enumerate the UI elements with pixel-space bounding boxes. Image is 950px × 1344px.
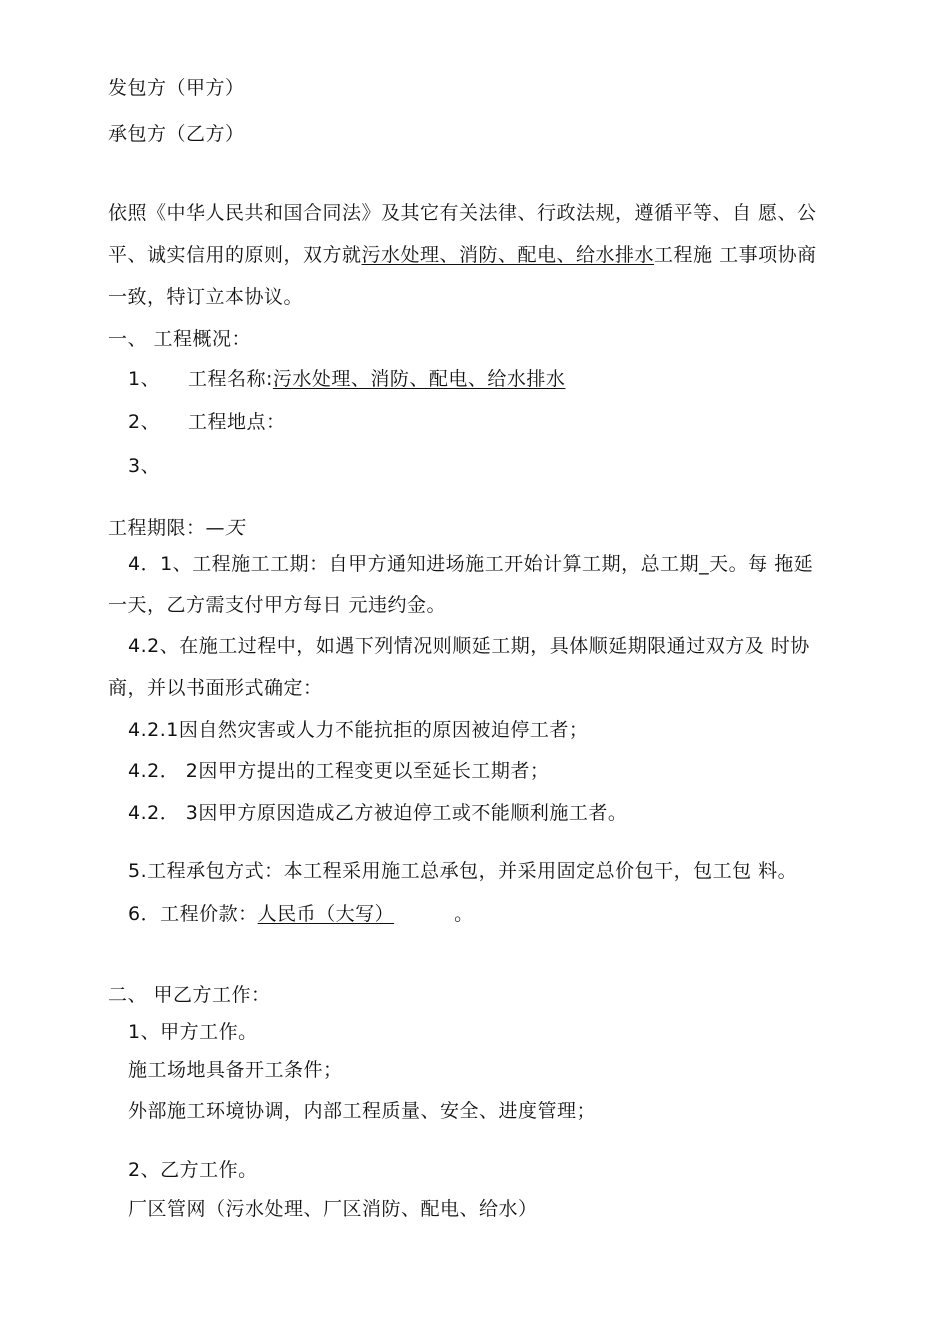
clause-4-2-line-2: 商，并以书面形式确定： xyxy=(108,677,323,699)
section-1-heading: 一、 工程概况： xyxy=(108,328,252,350)
party-a-duties-title: 1、甲方工作。 xyxy=(128,1021,258,1043)
project-name-row xyxy=(188,366,565,392)
clause-4-1-line-2: 一天，乙方需支付甲方每日 元违约金。 xyxy=(108,594,447,616)
item-2-number: 2、 xyxy=(128,411,161,433)
clause-4-2-3: 4.2． 3因甲方原因造成乙方被迫停工或不能顺利施工者。 xyxy=(128,802,628,824)
contract-price-end: 。 xyxy=(454,903,474,925)
clause-4-2-2: 4.2． 2因甲方提出的工程变更以至延长工期者； xyxy=(128,760,550,782)
section-2-heading: 二、 甲乙方工作： xyxy=(108,984,271,1006)
project-period-value: —天 xyxy=(205,517,245,539)
project-name-value: 污水处理、消防、配电、给水排水 xyxy=(272,368,566,390)
item-3-number: 3、 xyxy=(128,455,161,477)
project-period-row xyxy=(108,515,245,541)
clause-4-1-line-1: 4．1、工程施工工期：自甲方通知进场施工开始计算工期，总工期_天。每 拖延 xyxy=(128,553,814,575)
contract-price-label: 6．工程价款： xyxy=(128,903,258,925)
project-name-label: 工程名称: xyxy=(188,368,273,390)
intro-line-2-pre: 平、诚实信用的原则，双方就 xyxy=(108,244,362,266)
party-a-duty-1: 施工场地具备开工条件； xyxy=(128,1059,343,1081)
party-a-label: 发包方（甲方） xyxy=(108,77,245,99)
party-b-label: 承包方（乙方） xyxy=(108,123,245,145)
party-a-duty-2: 外部施工环境协调，内部工程质量、安全、进度管理； xyxy=(128,1100,597,1122)
intro-line-1: 依照《中华人民共和国合同法》及其它有关法律、行政法规，遵循平等、自 愿、公 xyxy=(108,202,817,224)
clause-4-2-1: 4.2.1因自然灾害或人力不能抗拒的原因被迫停工者； xyxy=(128,719,589,741)
project-period-label: 工程期限： xyxy=(108,517,206,539)
intro-line-2-post: 工程施 工事项协商 xyxy=(654,244,817,266)
clause-6-row xyxy=(128,901,474,927)
intro-line-3: 一致，特订立本协议。 xyxy=(108,286,304,308)
contract-price-value: 人民币（大写） xyxy=(257,903,395,925)
clause-5: 5.工程承包方式：本工程采用施工总承包，并采用固定总价包干，包工包 料。 xyxy=(128,860,798,882)
party-b-duties-title: 2、乙方工作。 xyxy=(128,1159,258,1181)
intro-line-2 xyxy=(108,242,817,268)
clause-4-2-line-1: 4.2、在施工过程中，如遇下列情况则顺延工期，具体顺延期限通过双方及 时协 xyxy=(128,635,810,657)
item-1-number: 1、 xyxy=(128,368,161,390)
project-scope-underlined: 污水处理、消防、配电、给水排水 xyxy=(361,244,655,266)
project-location-label: 工程地点： xyxy=(188,411,286,433)
party-b-duty-1: 厂区管网（污水处理、厂区消防、配电、给水） xyxy=(128,1198,538,1220)
